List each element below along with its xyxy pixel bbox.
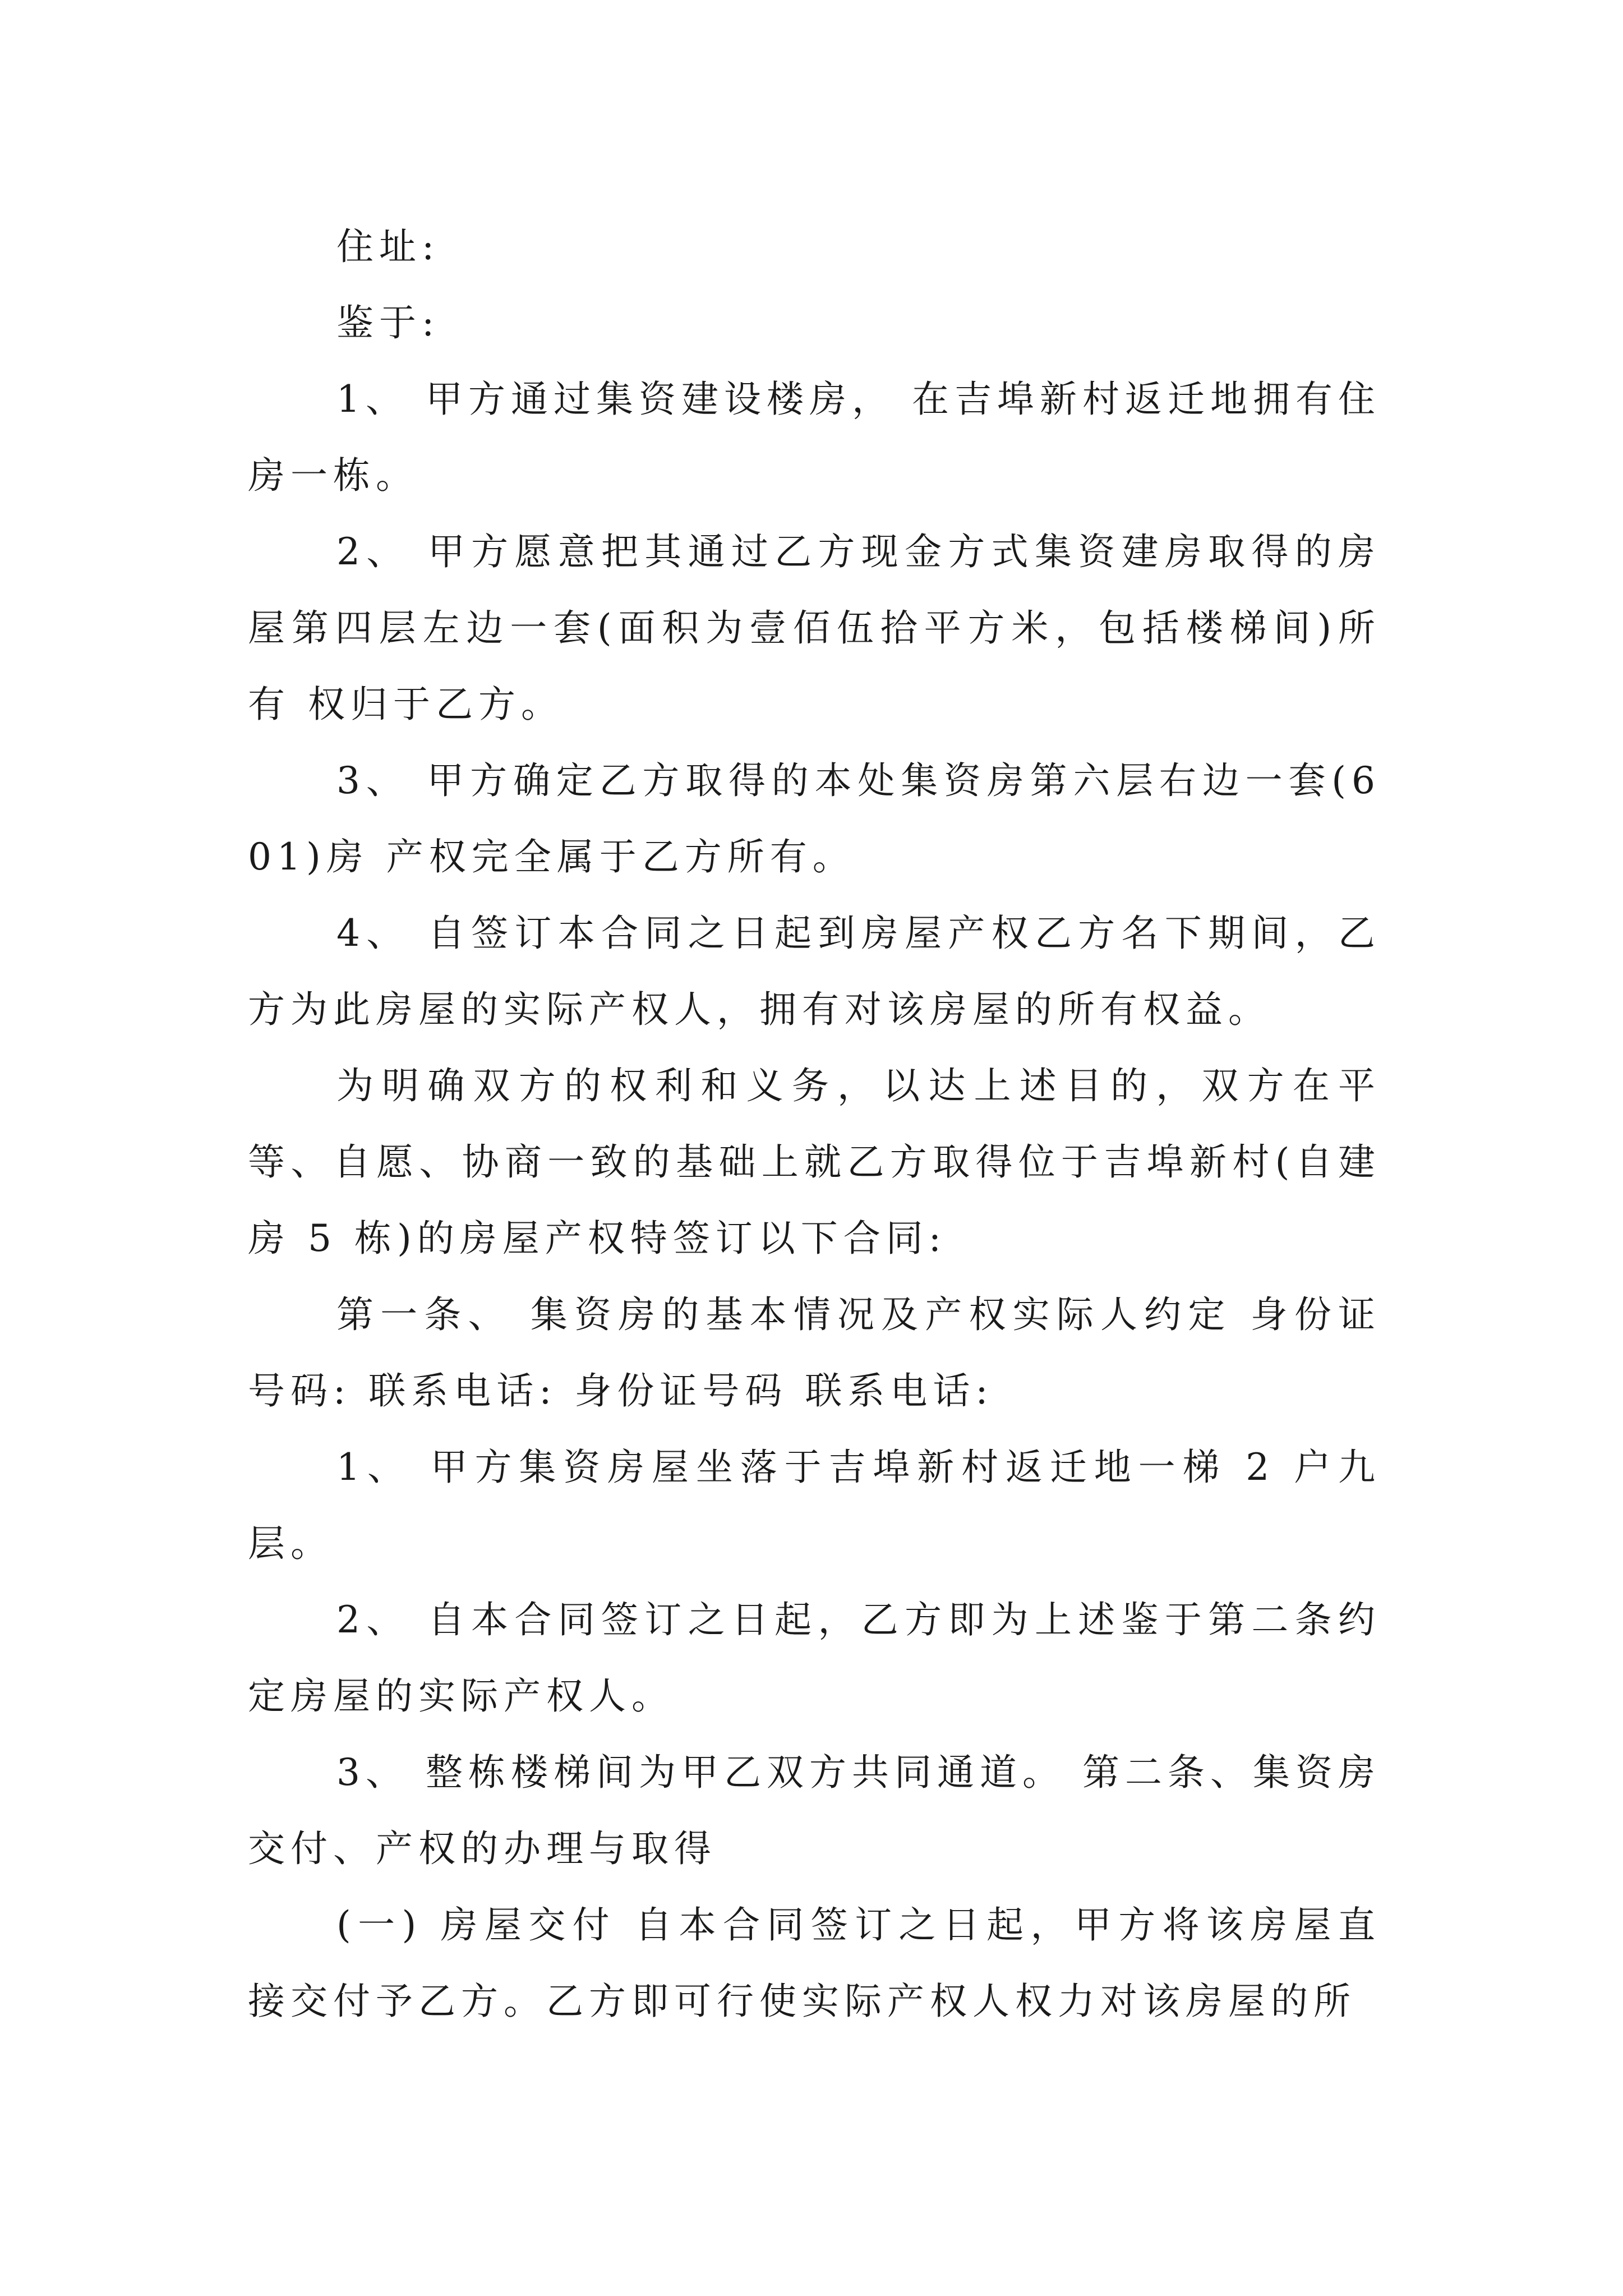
paragraph-clause-1: 1、 甲方通过集资建设楼房， 在吉埠新村返迁地拥有住房一栋。 xyxy=(248,378,1381,497)
paragraph-purpose: 为明确双方的权利和义务，以达上述目的，双方在平等、自愿、协商一致的基础上就乙方取得位于吉埠新村(自建 房 5 栋)的房屋产权特签订以下合同: xyxy=(248,1064,1381,1260)
paragraph-delivery: (一) 房屋交付 自本合同签订之日起，甲方将该房屋直接交付予乙方。乙方即可行使实际产权人权力对该房屋的所 xyxy=(248,1903,1381,2023)
paragraph-article-1-item-2: 2、 自本合同签订之日起，乙方即为上述鉴于第二条约定房屋的实际产权人。 xyxy=(248,1598,1381,1718)
paragraph-clause-4: 4、 自签订本合同之日起到房屋产权乙方名下期间，乙方为此房屋的实际产权人，拥有对该房屋的所有权益。 xyxy=(248,912,1381,1031)
document-body xyxy=(248,209,1381,2040)
paragraph-whereas: 鉴于: xyxy=(336,301,440,344)
paragraph-clause-3: 3、 甲方确定乙方取得的本处集资房第六层右边一套(601)房 产权完全属于乙方所有。 xyxy=(248,759,1381,878)
paragraph-article-1-item-1: 1、 甲方集资房屋坐落于吉埠新村返迁地一梯 2 户九层。 xyxy=(248,1446,1381,1565)
paragraph-article-1-item-3: 3、 整栋楼梯间为甲乙双方共同通道。 第二条、集资房交付、产权的办理与取得 xyxy=(248,1751,1381,1870)
paragraph-address: 住址: xyxy=(336,225,440,268)
paragraph-article-1: 第一条、 集资房的基本情况及产权实际人约定 身份证号码: 联系电话: 身份证号码 联系电话: xyxy=(248,1293,1381,1412)
paragraph-clause-2: 2、 甲方愿意把其通过乙方现金方式集资建房取得的房屋第四层左边一套(面积为壹佰伍拾平方米，包括楼梯间)所有 权归于乙方。 xyxy=(248,530,1381,726)
